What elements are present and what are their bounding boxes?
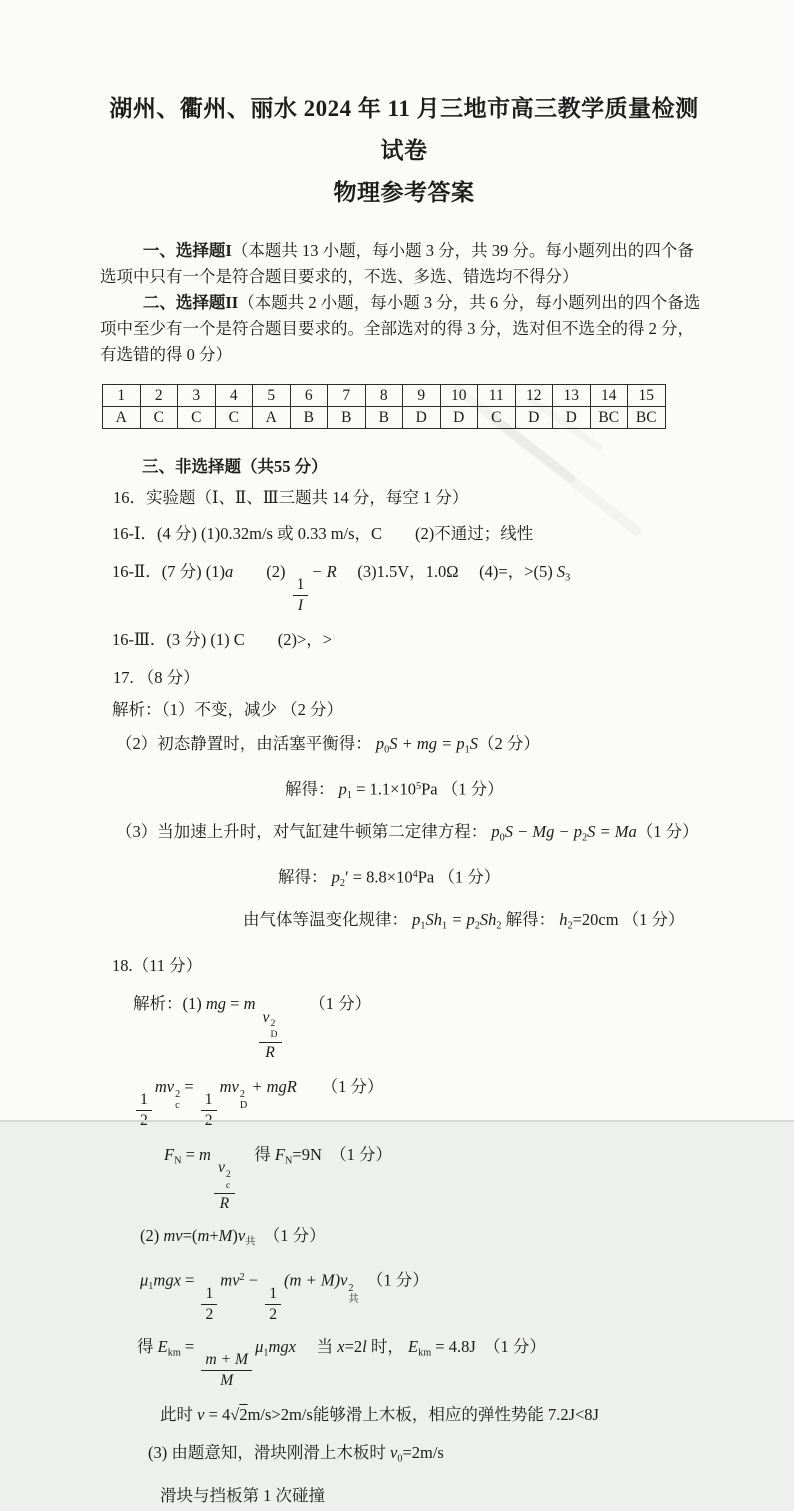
math-text: =(: [182, 1225, 198, 1245]
answer-cell: B: [365, 407, 403, 429]
math-supsub: [226, 1170, 231, 1191]
math-supsub: [270, 1019, 277, 1040]
math-subscript: 2: [339, 877, 345, 889]
math-variable: S = Ma: [587, 822, 637, 842]
math-text: (3) 由题意知，滑块刚滑上木板时: [148, 1443, 390, 1463]
math-supsub: [348, 1283, 358, 1306]
math-variable: μ: [255, 1337, 264, 1356]
math-variable: F: [274, 1145, 285, 1165]
math-text: =: [180, 1337, 199, 1356]
math-variable: mg: [205, 994, 227, 1014]
answer-table: [102, 384, 666, 429]
math-text: ): [232, 1225, 238, 1245]
math-variable: m + M: [205, 1351, 249, 1369]
math-superscript: 2: [239, 1088, 245, 1100]
question-number-cell: 10: [440, 385, 478, 407]
math-fraction: [201, 1091, 217, 1130]
math-text: （3）当加速上升时，对气缸建牛顿第二定律方程：: [116, 822, 492, 842]
math-text: =2: [344, 1337, 363, 1356]
question-number-cell: 5: [253, 385, 291, 407]
q18-eq5: [140, 1263, 708, 1324]
math-variable: mv: [163, 1225, 183, 1245]
question-number-cell: 3: [178, 385, 216, 407]
math-subscript: c: [225, 1179, 231, 1191]
math-text: 此时: [160, 1405, 198, 1425]
math-text: +: [209, 1225, 219, 1245]
math-subscript: 1: [346, 790, 352, 802]
math-variable: p: [491, 822, 500, 842]
document-title-line2: 物理参考答案: [333, 180, 475, 205]
answer-cell: D: [440, 407, 478, 429]
math-text: 1: [205, 1284, 214, 1302]
question-number-cell: 7: [328, 385, 366, 407]
question-number-cell: 15: [628, 385, 666, 407]
math-variable: p: [338, 779, 347, 799]
math-text: (3)1.5V，1.0Ω (4)=，>(5): [336, 562, 557, 581]
math-text: （1 分）: [255, 1225, 326, 1245]
math-variable: m: [243, 994, 256, 1014]
math-numerator: [201, 1351, 252, 1371]
math-text: （1 分）: [284, 994, 372, 1014]
q18-part3-line2: 滑块与挡板第 1 次碰撞: [160, 1485, 325, 1505]
math-variable: E: [157, 1337, 168, 1356]
q18-heading: 18.（11 分）: [112, 956, 203, 976]
question-number-cell: 4: [215, 385, 253, 407]
math-variable: m: [197, 1225, 210, 1245]
math-variable: p: [375, 734, 385, 754]
q18-note: [160, 1400, 708, 1430]
math-subscript: 2: [474, 920, 480, 932]
math-text: 解得：: [501, 909, 560, 929]
math-fraction: [293, 576, 309, 615]
math-variable: p: [412, 909, 421, 929]
math-text: 1: [269, 1284, 278, 1302]
math-variable: v: [217, 1159, 225, 1177]
question-number-cell: 2: [140, 385, 178, 407]
math-text: 由气体等温变化规律：: [243, 909, 413, 929]
math-variable: x: [337, 1337, 345, 1356]
math-superscript: 2: [270, 1018, 276, 1030]
math-variable: m: [199, 1145, 211, 1165]
document-title-line1: 湖州、衢州、丽水 2024 年 11 月三地市高三教学质量检测试卷: [109, 96, 699, 163]
q17-step4-result: [243, 905, 708, 942]
math-text: 时，: [366, 1337, 408, 1356]
q18-eq6: [137, 1332, 708, 1390]
math-subscript: c: [175, 1100, 180, 1112]
q18-eq4: [140, 1221, 708, 1258]
math-text: （1 分）: [636, 822, 699, 842]
answer-cell: A: [103, 407, 141, 429]
math-variable: mgx: [268, 1337, 296, 1356]
math-subscript: 2: [567, 920, 573, 932]
math-text: (2): [140, 1225, 164, 1245]
math-variable: S − Mg − p: [504, 822, 582, 842]
math-text: 1: [296, 576, 305, 594]
q16-intro: 16．实验题（Ⅰ、Ⅱ、Ⅲ三题共 14 分，每空 1 分）: [113, 488, 469, 507]
math-text: =: [181, 1145, 200, 1165]
math-variable: mv: [220, 1270, 240, 1290]
math-variable: (m + M)v: [284, 1270, 348, 1290]
answer-cell: D: [553, 407, 591, 429]
answer-cell: C: [140, 407, 178, 429]
q17-step2-equation: [116, 729, 708, 766]
math-text: = 4: [204, 1405, 231, 1425]
math-text: 1: [204, 1091, 213, 1109]
section-choice1-body: （本题共 13 小题，每小题 3 分，共 39 分。每小题列出的四个备选项中只有一个是符合题目要求的，不选、多选、错选均不得分）: [100, 241, 694, 286]
math-variable: − R: [311, 562, 337, 581]
math-fraction: [201, 1351, 252, 1390]
math-variable: a: [224, 562, 234, 581]
math-subscript: 2: [496, 920, 502, 932]
q17-step3-equation: [116, 817, 708, 854]
math-text: （2）初态静置时，由活塞平衡得：: [116, 734, 376, 754]
answer-cell: BC: [590, 407, 628, 429]
math-superscript: 4: [412, 868, 418, 880]
answer-cell: C: [178, 407, 216, 429]
q17-heading: 17. （8 分）: [113, 668, 200, 688]
math-variable: S: [469, 734, 479, 754]
math-text: (2): [233, 562, 290, 581]
question-number-cell: 12: [515, 385, 553, 407]
math-text: ′ = 8.8×10: [344, 867, 413, 887]
math-text: 得: [137, 1337, 158, 1356]
section-choice2-intro: [100, 290, 708, 368]
math-variable: v: [237, 1225, 246, 1245]
answer-cell: B: [328, 407, 366, 429]
math-superscript: 2: [348, 1282, 354, 1294]
q16-part2-answer: [112, 557, 708, 615]
answer-cell: C: [478, 407, 516, 429]
question-number-cell: 6: [290, 385, 328, 407]
math-variable: v: [197, 1405, 205, 1425]
math-denominator: [216, 1194, 234, 1213]
q18-eq1: [133, 989, 708, 1061]
question-number-cell: 11: [478, 385, 516, 407]
math-subscript: 2: [582, 832, 588, 844]
math-superscript: 5: [415, 780, 422, 792]
math-subscript: D: [270, 1029, 278, 1041]
math-variable: R: [265, 1043, 275, 1061]
math-variable: S: [556, 562, 566, 581]
q17-step1: 解析：（1）不变，减少 （2 分）: [112, 700, 343, 720]
math-subscript: 共: [245, 1236, 256, 1248]
math-denominator: [294, 596, 307, 615]
math-subscript: 3: [565, 572, 571, 584]
section-choice2-body: （本题共 2 小题，每小题 3 分，共 6 分，每小题列出的四个备选项中至少有一个是符合题目要求的。全部选对的得 3 分，选对但不选全的得 2 分，有选错的得 0 分）: [100, 293, 701, 364]
math-subscript: 1: [464, 744, 470, 756]
math-variable: mv: [154, 1076, 175, 1096]
math-subscript: 共: [348, 1294, 359, 1306]
answer-row: [103, 407, 666, 429]
math-variable: F: [164, 1145, 175, 1165]
q17-step3-result: [278, 860, 708, 899]
q18-part3-line1: [148, 1438, 708, 1475]
math-variable: Sh: [479, 909, 497, 929]
math-radicand: 2: [239, 1405, 248, 1425]
section-choice1-heading: 一、选择题I: [142, 241, 232, 260]
math-variable: E: [407, 1337, 419, 1356]
math-superscript: 2: [225, 1169, 231, 1181]
math-variable: mgx: [153, 1270, 181, 1290]
math-denominator: [265, 1305, 281, 1324]
math-variable: S + mg = p: [389, 734, 465, 754]
math-denominator: [216, 1371, 237, 1390]
q18-eq3: [164, 1140, 708, 1212]
answer-cell: D: [403, 407, 441, 429]
math-text: Pa （1 分）: [421, 779, 504, 799]
math-text: （2 分）: [478, 734, 540, 754]
math-variable: μ: [140, 1270, 149, 1290]
math-text: 解得：: [278, 867, 332, 887]
math-denominator: [201, 1305, 217, 1324]
math-superscript: 2: [239, 1272, 245, 1284]
math-denominator: [261, 1043, 279, 1062]
q17-step2-result: [285, 772, 708, 811]
question-number-row: [103, 385, 666, 407]
math-text: 解析：(1): [133, 994, 206, 1014]
question-number-cell: 1: [103, 385, 141, 407]
math-text: 2: [269, 1305, 278, 1323]
math-variable: v: [262, 1008, 270, 1026]
section-choice2-heading: 二、选择题II: [142, 293, 239, 312]
math-text: =9N （1 分）: [292, 1145, 392, 1165]
math-text: = 4.8J （1 分）: [431, 1337, 546, 1356]
math-subscript: 1: [441, 920, 448, 932]
math-variable: M: [220, 1372, 234, 1390]
math-variable: M: [218, 1225, 233, 1245]
math-text: 16-Ⅱ．(7 分) (1): [112, 562, 225, 581]
math-variable: R: [219, 1194, 230, 1212]
math-fraction: [214, 1159, 235, 1212]
question-number-cell: 8: [365, 385, 403, 407]
math-numerator: [265, 1285, 281, 1305]
math-subscript: km: [167, 1347, 181, 1359]
math-numerator: [201, 1285, 217, 1305]
math-text: （1 分）: [358, 1270, 429, 1290]
math-subscript: D: [239, 1100, 248, 1112]
math-variable: v: [390, 1443, 398, 1463]
question-number-cell: 9: [403, 385, 441, 407]
math-variable: Sh: [425, 909, 442, 929]
math-fraction: [265, 1285, 281, 1324]
math-text: m/s>2m/s能够滑上木板，相应的弹性势能 7.2J<8J: [247, 1405, 599, 1425]
math-numerator: [136, 1091, 152, 1111]
page-bottom-edge: [0, 1120, 794, 1122]
math-text: =: [226, 994, 244, 1014]
math-text: Pa （1 分）: [417, 867, 501, 887]
math-text: =: [180, 1270, 199, 1290]
math-radical-sign: √: [230, 1405, 240, 1425]
math-numerator: [293, 576, 309, 596]
math-text: 当: [296, 1337, 338, 1356]
math-fraction: [259, 1009, 282, 1062]
math-text: =: [180, 1076, 198, 1096]
q16-part1-answer: 16-Ⅰ．(4 分) (1)0.32m/s 或 0.33 m/s，C (2)不通过；线性: [112, 524, 534, 543]
math-subscript: 1: [263, 1347, 269, 1359]
math-numerator: [259, 1009, 282, 1043]
math-fraction: [201, 1285, 217, 1324]
math-text: 1: [140, 1091, 148, 1109]
math-fraction: [136, 1091, 152, 1130]
math-subscript: km: [418, 1347, 432, 1359]
answer-cell: D: [515, 407, 553, 429]
math-text: =2m/s: [402, 1443, 444, 1463]
math-text: 得: [237, 1145, 275, 1165]
math-subscript: 0: [384, 744, 390, 756]
section-non-choice-heading: 三、非选择题（共55 分）: [142, 457, 328, 476]
math-variable: p: [331, 867, 340, 887]
math-sqrt: [230, 1405, 247, 1424]
math-variable: I: [297, 597, 304, 615]
math-subscript: 0: [499, 832, 505, 844]
answer-cell: B: [290, 407, 328, 429]
question-number-cell: 14: [590, 385, 628, 407]
math-variable: h: [559, 909, 568, 929]
math-subscript: N: [174, 1155, 182, 1167]
math-variable: + mgR: [247, 1076, 297, 1096]
section-choice1-intro: [100, 238, 708, 290]
math-text: = 1.1×10: [351, 779, 416, 799]
answer-cell: BC: [628, 407, 666, 429]
math-subscript: 1: [420, 920, 426, 932]
math-text: −: [244, 1270, 263, 1290]
math-subscript: 1: [148, 1281, 154, 1293]
math-subscript: N: [285, 1155, 293, 1167]
math-numerator: [201, 1091, 217, 1111]
math-variable: = p: [447, 909, 475, 929]
answer-cell: C: [215, 407, 253, 429]
math-text: 解得：: [285, 779, 339, 799]
math-text: （1 分）: [296, 1076, 384, 1096]
math-subscript: 0: [397, 1453, 403, 1465]
math-variable: l: [362, 1337, 367, 1356]
math-numerator: [214, 1159, 235, 1193]
math-variable: mv: [219, 1076, 239, 1096]
math-superscript: 2: [175, 1088, 181, 1100]
math-text: =20cm （1 分）: [572, 909, 685, 929]
question-number-cell: 13: [553, 385, 591, 407]
answer-cell: A: [253, 407, 291, 429]
q16-part3-answer: 16-Ⅲ．(3 分) (1) C (2)>，>: [112, 630, 333, 650]
math-text: 2: [205, 1305, 214, 1323]
